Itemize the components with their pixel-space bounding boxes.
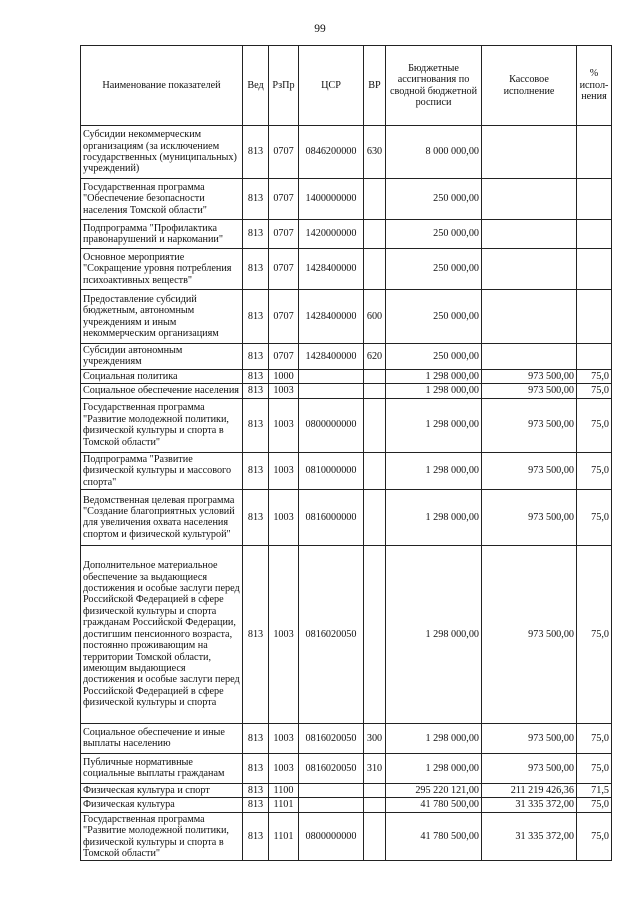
table-cell-cash [482,290,577,344]
table-cell-rzpr: 0707 [269,249,299,290]
table-cell-rzpr: 1003 [269,452,299,489]
table-cell-name: Субсидии автономным учреждениям [81,344,243,370]
table-cell-csr [299,369,364,383]
table-cell-name: Государственная программа "Развитие молодежной политики, физической культуры и спорта в Томской области" [81,398,243,452]
table-cell-ved: 813 [243,179,269,220]
table-cell-cash [482,126,577,179]
page-number: 99 [314,23,326,35]
table-cell-vr [364,179,386,220]
table-cell-vr [364,249,386,290]
table-cell-assignments: 41 780 500,00 [386,798,482,812]
table-row [81,812,612,861]
table-cell-vr: 630 [364,126,386,179]
table-cell-name: Физическая культура [81,798,243,812]
table-cell-assignments: 1 298 000,00 [386,723,482,753]
table-cell-assignments: 1 298 000,00 [386,753,482,783]
table-cell-ved: 813 [243,290,269,344]
table-cell-csr: 0846200000 [299,126,364,179]
table-cell-name: Социальная политика [81,369,243,383]
table-row [81,489,612,545]
table-row [81,369,612,383]
table-cell-percent: 75,0 [577,753,612,783]
table-row [81,290,612,344]
header-assignments: Бюджетные ассигнования по сводной бюджетной росписи [386,46,482,126]
table-cell-assignments: 250 000,00 [386,179,482,220]
table-cell-cash: 973 500,00 [482,398,577,452]
table-cell-csr: 1428400000 [299,344,364,370]
table-cell-percent: 75,0 [577,489,612,545]
table-cell-ved: 813 [243,798,269,812]
table-cell-percent [577,344,612,370]
table-cell-rzpr: 1003 [269,545,299,723]
table-cell-rzpr: 1000 [269,369,299,383]
table-cell-ved: 813 [243,812,269,861]
table-cell-name: Публичные нормативные социальные выплаты гражданам [81,753,243,783]
table-cell-name: Субсидии некоммерческим организациям (за исключением государственных (муниципальных) учреждений) [81,126,243,179]
table-cell-percent [577,290,612,344]
table-cell-cash: 973 500,00 [482,384,577,398]
table-cell-cash: 211 219 426,36 [482,783,577,797]
table-cell-csr: 0816020050 [299,723,364,753]
table-cell-csr: 1420000000 [299,220,364,249]
table-cell-csr: 0810000000 [299,452,364,489]
table-row [81,798,612,812]
table-cell-ved: 813 [243,126,269,179]
table-cell-name: Подпрограмма "Профилактика правонарушений и наркомании" [81,220,243,249]
table-cell-name: Государственная программа "Обеспечение безопасности населения Томской области" [81,179,243,220]
header-ved: Вед [243,46,269,126]
table-cell-assignments: 1 298 000,00 [386,545,482,723]
table-cell-rzpr: 1003 [269,753,299,783]
table-cell-assignments: 250 000,00 [386,344,482,370]
table-cell-rzpr: 0707 [269,126,299,179]
table-row [81,249,612,290]
table-cell-percent [577,126,612,179]
table-row [81,126,612,179]
table-cell-percent: 75,0 [577,723,612,753]
table-cell-assignments: 1 298 000,00 [386,384,482,398]
table-row [81,398,612,452]
table-cell-name: Предоставление субсидий бюджетным, автономным учреждениям и иным некоммерческим организациям [81,290,243,344]
table-cell-assignments: 1 298 000,00 [386,452,482,489]
table-cell-ved: 813 [243,489,269,545]
table-cell-name: Подпрограмма "Развитие физической культуры и массового спорта" [81,452,243,489]
table-row [81,452,612,489]
table-cell-vr [364,783,386,797]
table-cell-rzpr: 1003 [269,398,299,452]
table-cell-cash [482,344,577,370]
table-cell-ved: 813 [243,220,269,249]
table-cell-cash: 973 500,00 [482,369,577,383]
table-cell-ved: 813 [243,398,269,452]
table-cell-csr: 0800000000 [299,812,364,861]
table-cell-percent: 75,0 [577,452,612,489]
table-cell-ved: 813 [243,723,269,753]
table-row [81,545,612,723]
table-cell-ved: 813 [243,452,269,489]
table-cell-rzpr: 1003 [269,384,299,398]
table-cell-vr [364,398,386,452]
table-cell-name: Основное мероприятие "Сокращение уровня потребления психоактивных веществ" [81,249,243,290]
table-cell-ved: 813 [243,249,269,290]
table-cell-cash: 973 500,00 [482,723,577,753]
header-csr: ЦСР [299,46,364,126]
table-cell-assignments: 250 000,00 [386,290,482,344]
table-cell-vr [364,489,386,545]
table-cell-assignments: 250 000,00 [386,249,482,290]
table-row [81,723,612,753]
table-cell-rzpr: 0707 [269,220,299,249]
table-cell-ved: 813 [243,545,269,723]
table-cell-cash: 973 500,00 [482,489,577,545]
table-cell-ved: 813 [243,369,269,383]
table-cell-name: Физическая культура и спорт [81,783,243,797]
table-cell-rzpr: 1003 [269,489,299,545]
table-cell-cash [482,220,577,249]
table-row [81,783,612,797]
table-cell-ved: 813 [243,344,269,370]
table-cell-ved: 813 [243,783,269,797]
table-header-row [81,46,612,126]
table-cell-csr [299,783,364,797]
table-cell-name: Дополнительное материальное обеспечение за выдающиеся достижения и особые заслуги перед Российской Федерацией в сфере физической культуры и спорта гражданам Российской Федерации, достигшим пенсионного возраста, постоянно проживающим на территории Томской области, имеющим выдающиеся достижения и особые заслуги перед Российской Федерацией в сфере физической культуры и спорта [81,545,243,723]
header-cash-execution: Кассовое исполнение [482,46,577,126]
table-cell-vr [364,220,386,249]
table-cell-rzpr: 1100 [269,783,299,797]
table-cell-rzpr: 1101 [269,812,299,861]
table-row [81,344,612,370]
table-cell-csr: 1400000000 [299,179,364,220]
table-cell-percent: 75,0 [577,812,612,861]
table-cell-cash: 973 500,00 [482,452,577,489]
table-cell-rzpr: 0707 [269,290,299,344]
table-cell-csr: 0816020050 [299,753,364,783]
table-cell-percent: 75,0 [577,545,612,723]
budget-table [80,45,612,861]
table-cell-rzpr: 0707 [269,179,299,220]
table-cell-name: Государственная программа "Развитие молодежной политики, физической культуры и спорта в Томской области" [81,812,243,861]
table-cell-csr: 0816020050 [299,545,364,723]
table-cell-vr [364,452,386,489]
table-row [81,753,612,783]
table-cell-rzpr: 0707 [269,344,299,370]
table-cell-assignments: 1 298 000,00 [386,398,482,452]
table-cell-vr: 310 [364,753,386,783]
table-cell-cash [482,179,577,220]
table-cell-csr: 1428400000 [299,290,364,344]
header-vr: ВР [364,46,386,126]
table-cell-vr: 300 [364,723,386,753]
table-cell-ved: 813 [243,753,269,783]
table-cell-percent: 75,0 [577,384,612,398]
table-cell-cash: 973 500,00 [482,753,577,783]
table-cell-assignments: 41 780 500,00 [386,812,482,861]
table-cell-cash [482,249,577,290]
header-percent: % испол-нения [577,46,612,126]
table-cell-rzpr: 1101 [269,798,299,812]
table-cell-vr [364,369,386,383]
table-cell-vr [364,545,386,723]
table-cell-csr [299,384,364,398]
table-cell-assignments: 250 000,00 [386,220,482,249]
table-cell-percent: 75,0 [577,369,612,383]
table-cell-percent: 71,5 [577,783,612,797]
table-cell-cash: 31 335 372,00 [482,798,577,812]
table-cell-csr: 0816000000 [299,489,364,545]
table-cell-name: Ведомственная целевая программа "Создание благоприятных условий для увеличения охвата населения спортом и физической культурой" [81,489,243,545]
table-cell-vr [364,384,386,398]
table-cell-vr [364,798,386,812]
table-row [81,220,612,249]
table-cell-assignments: 1 298 000,00 [386,489,482,545]
table-cell-assignments: 295 220 121,00 [386,783,482,797]
table-row [81,179,612,220]
table-cell-percent [577,179,612,220]
table-cell-name: Социальное обеспечение и иные выплаты населению [81,723,243,753]
table-row [81,384,612,398]
table-cell-percent [577,220,612,249]
table-cell-csr: 0800000000 [299,398,364,452]
table-cell-cash: 31 335 372,00 [482,812,577,861]
header-name: Наименование показателей [81,46,243,126]
table-cell-csr: 1428400000 [299,249,364,290]
table-cell-vr: 620 [364,344,386,370]
header-rzpr: РзПр [269,46,299,126]
table-cell-percent: 75,0 [577,798,612,812]
table-cell-name: Социальное обеспечение населения [81,384,243,398]
table-cell-vr [364,812,386,861]
table-cell-ved: 813 [243,384,269,398]
table-cell-assignments: 8 000 000,00 [386,126,482,179]
table-cell-percent [577,249,612,290]
table-cell-assignments: 1 298 000,00 [386,369,482,383]
table-cell-vr: 600 [364,290,386,344]
table-cell-cash: 973 500,00 [482,545,577,723]
table-cell-rzpr: 1003 [269,723,299,753]
table-cell-percent: 75,0 [577,398,612,452]
table-cell-csr [299,798,364,812]
